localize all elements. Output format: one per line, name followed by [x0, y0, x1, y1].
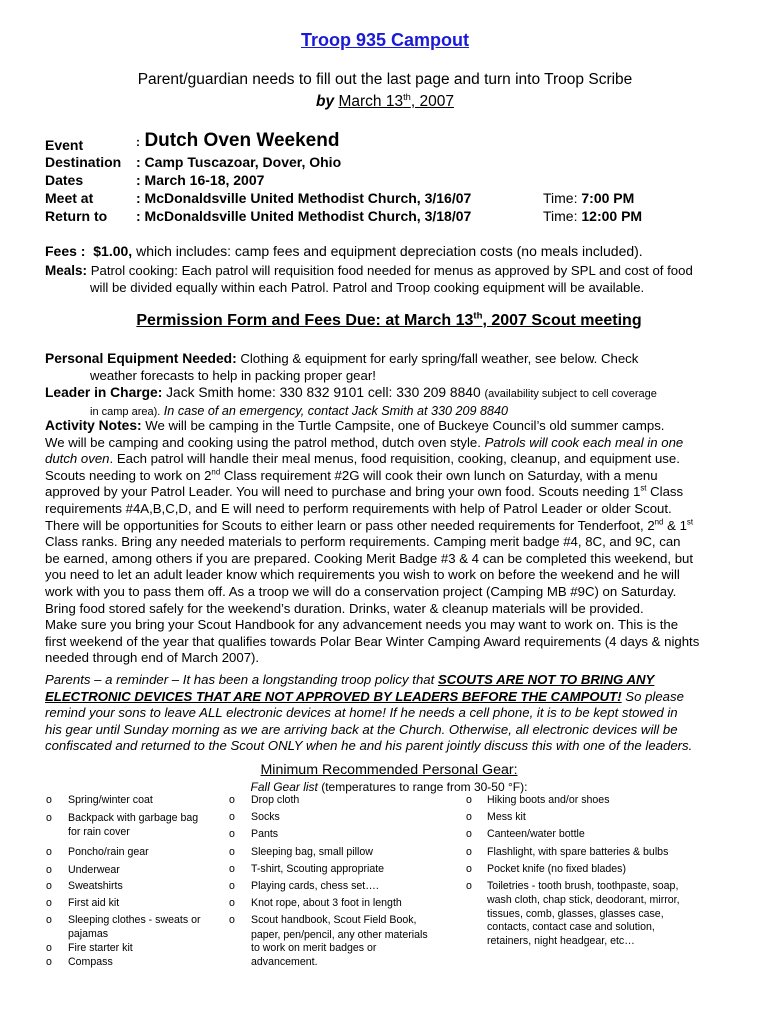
reminder-emphasis: SCOUTS ARE NOT TO BRING ANY — [437, 672, 655, 687]
activity-text: Patrols will cook each meal in one — [484, 434, 684, 450]
intro-by: by — [316, 93, 335, 110]
meet-time-value: 7:00 PM — [581, 190, 635, 206]
gear-bullet: o — [466, 828, 472, 840]
gear-item-col1: Spring/winter coat — [68, 794, 153, 806]
gear-item-col1: for rain cover — [68, 826, 130, 838]
reminder-line: his gear until Sunday morning as we are arriving back at the Church. Otherwise, all electronic devices will be — [45, 721, 678, 737]
return-time — [543, 208, 642, 224]
meet-time-label: Time: — [543, 190, 582, 206]
gear-bullet: o — [46, 942, 52, 954]
gear-bullet: o — [229, 811, 235, 823]
gear-item-col1: Sleeping clothes - sweats or — [68, 914, 201, 926]
activity-notes — [45, 418, 735, 667]
permission-sup: th — [473, 310, 483, 322]
activity-line: you need to let an adult leader know which requirements you wish to work on before the weekend and he will — [45, 567, 680, 583]
page-title: Troop 935 Campout — [300, 30, 470, 50]
activity-line — [45, 484, 735, 501]
activity-text: We will be camping in the Turtle Campsite, one of Buckeye Council’s old summer camps. — [141, 418, 665, 433]
intro-date-rest: , 2007 — [410, 93, 454, 110]
leader-emergency: In case of an emergency, contact Jack Smith at 330 209 8840 — [160, 404, 509, 418]
gear-bullet: o — [466, 846, 472, 858]
gear-item-col1: Compass — [68, 956, 113, 968]
return-time-value: 12:00 PM — [581, 208, 643, 224]
activity-line — [45, 418, 735, 435]
activity-sup: nd — [211, 467, 221, 477]
gear-bullet: o — [229, 846, 235, 858]
gear-item-col1: First aid kit — [68, 897, 120, 909]
gear-item-col1: Sweatshirts — [68, 880, 123, 892]
dates-value: : March 16-18, 2007 — [136, 172, 265, 188]
gear-item-col1: Fire starter kit — [68, 942, 133, 954]
gear-item-col2: Knot rope, about 3 foot in length — [251, 897, 402, 909]
activity-sup: st — [640, 483, 647, 493]
gear-item-col2: Scout handbook, Scout Field Book, — [251, 914, 417, 926]
equipment-text-1: Clothing & equipment for early spring/fall weather, see below. Check — [236, 351, 639, 366]
gear-item-col2: paper, pen/pencil, any other materials — [251, 929, 428, 941]
gear-item-col1: Underwear — [68, 864, 120, 876]
activity-line: requirements #4A,B,C,D, and E will need to perform requirements with help of Patrol Leader or older Scout. — [45, 500, 672, 516]
gear-item-col3: Flashlight, with spare batteries & bulbs — [487, 846, 669, 858]
meet-time — [543, 190, 634, 206]
fees-text: which includes: camp fees and equipment depreciation costs (no meals included). — [132, 243, 643, 259]
meals-line-1 — [45, 263, 693, 278]
activity-text: Scouts needing to work on 2 — [45, 467, 212, 483]
gear-item-col2: Drop cloth — [251, 794, 300, 806]
electronics-reminder — [45, 672, 735, 755]
event-colon: : — [136, 135, 140, 149]
return-label: Return to — [45, 208, 108, 224]
fees-line — [45, 243, 643, 259]
gear-item-col2: to work on merit badges or — [251, 942, 377, 954]
gear-bullet: o — [46, 864, 52, 876]
gear-item-col3: tissues, comb, glasses, glasses case, — [487, 908, 664, 920]
gear-item-col3: retainers, night headgear, etc… — [487, 935, 635, 947]
activity-sup: st — [686, 517, 694, 527]
intro-line: Parent/guardian needs to fill out the last page and turn into Troop Scribe — [137, 71, 633, 88]
activity-line: be earned, among others if you are prepared. Cooking Merit Badge #3 & 4 can be completed this weekend, but — [45, 550, 694, 566]
activity-text: . Each patrol will handle their meal menus, food requisition, cooking, cleanup, and equipment use. — [109, 451, 680, 467]
gear-bullet: o — [229, 880, 235, 892]
activity-text: There will be opportunities for Scouts to either learn or pass other needed requirements for Tenderfoot, 2 — [45, 517, 655, 533]
event-label: Event — [45, 137, 84, 153]
activity-line: first weekend of the year that qualifies towards Polar Bear Winter Camping Award requirements (4 days & nights — [45, 633, 700, 649]
meet-label: Meet at — [45, 190, 94, 206]
activity-line: needed through end of March 2007). — [45, 650, 260, 666]
leader-small-1: (availability subject to cell coverage — [484, 388, 657, 400]
permission-heading — [0, 312, 770, 330]
gear-item-col1: Poncho/rain gear — [68, 846, 149, 858]
gear-item-col2: Socks — [251, 811, 280, 823]
gear-subheading-rest: (temperatures to range from 30-50 °F): — [317, 780, 528, 794]
reminder-line — [45, 672, 735, 689]
gear-bullet: o — [229, 897, 235, 909]
reminder-line: confiscated and returned to the Scout ONLY when he and his parent jointly discuss this with one of the leaders. — [45, 738, 693, 754]
leader-line-1 — [45, 385, 657, 400]
activity-text: We will be camping and cooking using the patrol method, dutch oven style. — [45, 434, 485, 450]
permission-rest: , 2007 Scout meeting — [482, 312, 642, 329]
leader-label: Leader in Charge: — [45, 385, 163, 400]
gear-bullet: o — [229, 914, 235, 926]
gear-bullet: o — [229, 828, 235, 840]
intro-due-date — [0, 93, 770, 111]
meals-line-2: will be divided equally within each Patrol. Patrol and Troop cooking equipment will be available. — [90, 280, 645, 295]
gear-bullet: o — [46, 956, 52, 968]
activity-line — [45, 435, 735, 452]
activity-line — [45, 451, 735, 468]
gear-item-col1: pajamas — [68, 928, 109, 940]
gear-bullet: o — [466, 811, 472, 823]
event-value — [136, 130, 339, 152]
intro-date-sup: th — [403, 91, 411, 102]
fees-amount: $1.00, — [93, 243, 133, 259]
gear-item-col3: Hiking boots and/or shoes — [487, 794, 610, 806]
gear-item-col2: Sleeping bag, small pillow — [251, 846, 373, 858]
activity-line — [45, 518, 735, 535]
leader-text: Jack Smith home: 330 832 9101 cell: 330 209 8840 — [162, 385, 485, 400]
reminder-emphasis: ELECTRONIC DEVICES THAT ARE NOT APPROVED BY LEADERS BEFORE THE CAMPOUT! — [45, 688, 622, 704]
permission-main: Permission Form and Fees Due: at March 13 — [136, 312, 474, 329]
activity-line: Class ranks. Bring any needed materials to perform requirements. Camping merit badge #4, 8C, and 9C, can — [45, 534, 681, 550]
gear-bullet: o — [46, 846, 52, 858]
reminder-text: So please — [621, 688, 684, 704]
leader-small-2: in camp area). — [90, 406, 161, 418]
meet-value: : McDonaldsville United Methodist Church, 3/16/07 — [136, 190, 472, 206]
destination-value: : Camp Tuscazoar, Dover, Ohio — [136, 154, 342, 170]
gear-bullet: o — [466, 880, 472, 892]
activity-line: work with you to pass them off. As a troop we will do a conservation project (Camping MB #9C) on Saturday. — [45, 583, 677, 599]
reminder-line: remind your sons to leave ALL electronic devices at home! If he needs a cell phone, it is to be kept stowed in — [45, 705, 678, 721]
activity-line: Bring food stored safely for the weekend’s duration. Drinks, water & cleanup materials will be provided. — [45, 600, 644, 616]
dates-label: Dates — [45, 172, 84, 188]
gear-bullet: o — [46, 914, 52, 926]
activity-text: & 1 — [663, 517, 687, 533]
activity-text: dutch oven — [45, 451, 110, 467]
gear-subheading — [0, 780, 770, 794]
gear-item-col3: Pocket knife (no fixed blades) — [487, 863, 626, 875]
gear-item-col3: Canteen/water bottle — [487, 828, 585, 840]
gear-item-col3: wash cloth, chap stick, deodorant, mirror, — [487, 894, 680, 906]
meals-label: Meals: — [45, 263, 88, 278]
gear-bullet: o — [46, 897, 52, 909]
gear-item-col2: Playing cards, chess set…. — [251, 880, 379, 892]
gear-bullet: o — [46, 794, 52, 806]
gear-bullet: o — [46, 880, 52, 892]
gear-item-col2: T-shirt, Scouting appropriate — [251, 863, 385, 875]
gear-bullet: o — [229, 794, 235, 806]
gear-bullet: o — [466, 794, 472, 806]
gear-bullet: o — [466, 863, 472, 875]
gear-item-col3: Mess kit — [487, 811, 526, 823]
activity-label: Activity Notes: — [45, 418, 142, 433]
return-value: : McDonaldsville United Methodist Church, 3/18/07 — [136, 208, 472, 224]
activity-text: Class requirement #2G will cook their own lunch on Saturday, with a menu — [220, 467, 658, 483]
equipment-line-1 — [45, 351, 638, 366]
intro-date-main: March 13 — [338, 93, 404, 110]
gear-subheading-italic: Fall Gear list — [250, 780, 318, 794]
gear-item-col2: advancement. — [251, 956, 318, 968]
reminder-line — [45, 689, 735, 706]
equipment-line-2: weather forecasts to help in packing proper gear! — [90, 368, 376, 383]
activity-line: Make sure you bring your Scout Handbook for any advancement needs you may want to work on. This is the — [45, 617, 679, 633]
gear-bullet: o — [229, 863, 235, 875]
fees-label: Fees : — [45, 243, 86, 259]
gear-item-col1: Backpack with garbage bag — [68, 812, 199, 824]
meals-text-1: Patrol cooking: Each patrol will requisition food needed for menus as approved by SPL and cost of food — [87, 263, 693, 278]
event-name: Dutch Oven Weekend — [144, 130, 340, 151]
return-time-label: Time: — [543, 208, 582, 224]
intro-date — [338, 93, 454, 110]
gear-item-col2: Pants — [251, 828, 279, 840]
gear-item-col3: contacts, contact case and solution, — [487, 921, 655, 933]
reminder-text: Parents – a reminder – It has been a longstanding troop policy that — [45, 672, 438, 687]
activity-text: approved by your Patrol Leader. You will need to purchase and bring your own food. Scouts needing 1 — [45, 484, 641, 500]
activity-text: Class — [646, 484, 684, 500]
destination-label: Destination — [45, 154, 122, 170]
gear-item-col3: Toiletries - tooth brush, toothpaste, soap, — [487, 880, 679, 892]
gear-heading: Minimum Recommended Personal Gear: — [260, 762, 518, 778]
activity-line — [45, 468, 735, 485]
activity-sup: nd — [654, 517, 664, 527]
equipment-label: Personal Equipment Needed: — [45, 351, 237, 366]
gear-bullet: o — [46, 812, 52, 824]
